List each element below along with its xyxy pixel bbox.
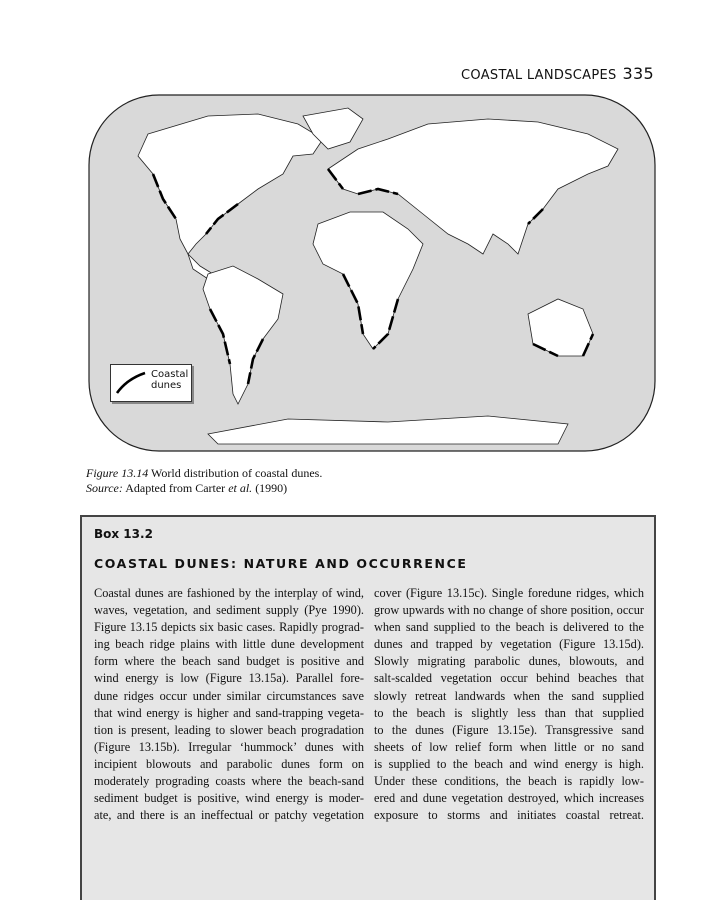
- page-number: 335: [622, 64, 654, 83]
- figure-caption: [86, 466, 322, 496]
- text-line: when sand supplied to the beach is delivered to the: [374, 620, 644, 635]
- running-header: [461, 64, 654, 83]
- text-line: is supplied to the beach and wind energy is high.: [374, 756, 644, 771]
- text-line: wind energy is low (Figure 13.15a). Parallel fore-: [94, 671, 364, 686]
- text-line: tion is present, leading to slower beach progradation: [94, 722, 364, 737]
- box-13-2: [80, 515, 656, 900]
- text-line: Under these conditions, the beach is rapidly low-: [374, 774, 644, 789]
- legend-line1: Coastal: [151, 369, 189, 380]
- text-line: exposure to storms and initiates coastal retreat.: [374, 808, 644, 823]
- box-label: Box 13.2: [94, 527, 153, 541]
- text-line: dunes and trapped by vegetation (Figure 13.15d).: [374, 637, 644, 652]
- text-line: (Figure 13.15b). Irregular ‘hummock’ dunes with: [94, 739, 364, 754]
- text-line: to the dunes (Figure 13.15e). Transgressive sand: [374, 722, 644, 737]
- dune-line-symbol: [113, 365, 149, 401]
- text-line: Coastal dunes are fashioned by the interplay of wind,: [94, 586, 364, 600]
- caption-label: Figure 13.14: [86, 466, 149, 480]
- source-year: (1990): [255, 481, 288, 495]
- text-line: to the beach is slightly less than that supplied: [374, 705, 644, 720]
- text-line: ered and dune vegetation destroyed, which increases: [374, 791, 644, 806]
- source-text: Adapted from Carter: [125, 481, 226, 495]
- text-line: salt-scalded vegetation occur behind beaches that: [374, 671, 644, 686]
- text-line: form where the beach sand budget is positive and: [94, 654, 364, 669]
- box-title: COASTAL DUNES: NATURE AND OCCURRENCE: [94, 556, 468, 571]
- box-column-2: [374, 585, 644, 824]
- source-etal: et al.: [228, 481, 253, 495]
- text-line: waves, vegetation, and sediment supply (Pye 1990).: [94, 603, 364, 618]
- caption-text: World distribution of coastal dunes.: [151, 466, 323, 480]
- text-line: that wind energy is higher and sand-trapping vegeta-: [94, 705, 364, 720]
- text-line: cover (Figure 13.15c). Single foredune ridges, which: [374, 586, 644, 600]
- text-line: incipient blowouts and parabolic dunes form on: [94, 756, 364, 771]
- text-line: Slowly migrating parabolic dunes, blowouts, and: [374, 654, 644, 669]
- text-line: Figure 13.15 depicts six basic cases. Rapidly prograd-: [94, 620, 364, 635]
- text-line: grow upwards with no change of shore position, occur: [374, 603, 644, 618]
- legend-line2: dunes: [151, 380, 182, 391]
- source-label: Source:: [86, 481, 123, 495]
- running-title: COASTAL LANDSCAPES: [461, 68, 617, 83]
- text-line: sediment budget is positive, wind energy is moder-: [94, 791, 364, 806]
- text-line: slowly retreat landwards when the sand supplied: [374, 688, 644, 703]
- map-legend: [110, 364, 192, 402]
- text-line: dune ridges occur under similar circumstances save: [94, 688, 364, 703]
- text-line: sheets of low relief form when little or no sand: [374, 739, 644, 754]
- text-line: moderately prograding coasts where the beach-sand: [94, 774, 364, 789]
- text-line: ing beach ridge plains with little dune development: [94, 637, 364, 652]
- text-line: ate, and there is an ineffectual or patchy vegetation: [94, 808, 364, 823]
- box-column-1: [94, 585, 364, 824]
